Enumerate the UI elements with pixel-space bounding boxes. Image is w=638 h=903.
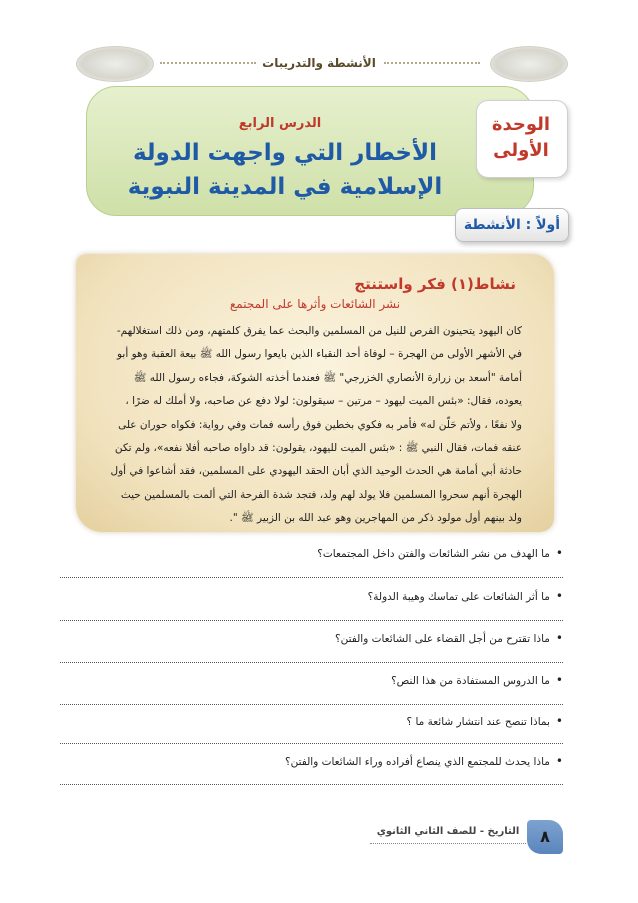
answer-line-2[interactable] [60,620,563,621]
lesson-title [120,136,450,204]
section-tab-activities: أولاً : الأنشطة [455,208,569,242]
header-title: الأنشطة والتدريبات [262,56,376,70]
activity-title: نشاط(١) فكر واستنتج [354,275,516,293]
question-3: • ماذا تقترح من أجل القضاء على الشائعات والفتن؟ [60,631,563,645]
activity-line: عنقه فمات، فقال النبي ﷺ : «بئس الميت لليهود، يقولون: قد داواه صاحبه أفلا نفعه»، ولم تكن [114,442,522,455]
activity-line: الهجرة أنهم سحروا المسلمين فلا يولد لهم ولد، فتجد شدة الفرحة التي ألمت بالمسلمين حيث [120,488,522,501]
unit-label-line1: الوحدة [491,114,551,135]
activity-line: في الأشهر الأولى من الهجرة – لوفاة أحد النقباء الذين بايعوا رسول الله ﷺ بيعة العقبة وهو أبو [116,348,522,361]
activity-line: حادثة أبي أمامة هي الحدث الوحيد الذي أبان الحقد اليهودي على المسلمين، فقد أشاعوا في أول [110,465,522,478]
lesson-label: الدرس الرابع [238,116,322,131]
activity-line: كان اليهود يتحينون الفرص للنيل من المسلمين والبحث عما يفرق كلمتهم، ومن ذلك استغلالهم- [116,325,522,337]
answer-line-3[interactable] [60,662,563,663]
question-2: • ما أثر الشائعات على تماسك وهيبة الدولة؟ [60,589,563,603]
activity-text [98,320,522,531]
activity-subtitle: نشر الشائعات وأثرها على المجتمع [229,297,401,311]
answer-line-4[interactable] [60,704,563,705]
question-1: • ما الهدف من نشر الشائعات والفتن داخل المجتمعات؟ [60,546,563,560]
answer-line-6[interactable] [60,784,563,785]
page-number: ٨ [527,820,563,854]
activity-line: يعوده، فقال: «بئس الميت ليهود – مرتين – سيقولون: لولا دفع عن صاحبه، ولا أملك له ضرًا ، [125,395,522,408]
activity-line: ولا نفعًا ، ولأتم حَلّن له» فأمر به فكوي بخطين فوق رأسه فمات وفي رواية: فكواه حوران على [118,418,522,431]
activity-line: أمامة "أسعد بن زرارة الأنصاري الخزرجي" ﷺ فعندما أخذته الشوكة، فجاءه رسول الله ﷺ [133,371,522,384]
unit-label [476,112,566,164]
question-5: • بماذا تنصح عند انتشار شائعة ما ؟ [60,714,563,728]
answer-line-1[interactable] [60,577,563,578]
activity-line: ولد بينهم أول مولود ذكر من المهاجرين وهو عبد الله بن الزبير ﷺ ". [229,512,522,525]
footer-book-title: التاريخ - للصف الثاني الثانوي [376,826,520,837]
lesson-title-line2: الإسلامية في المدينة النبوية [127,174,443,200]
question-4: • ما الدروس المستفادة من هذا النص؟ [60,673,563,687]
answer-line-5[interactable] [60,743,563,744]
footer-dots [370,843,526,844]
unit-label-line2: الأولى [493,140,549,161]
question-6: • ماذا يحدث للمجتمع الذي ينصاع أفراده وراء الشائعات والفتن؟ [60,754,563,768]
lesson-title-line1: الأخطار التي واجهت الدولة [132,140,438,166]
